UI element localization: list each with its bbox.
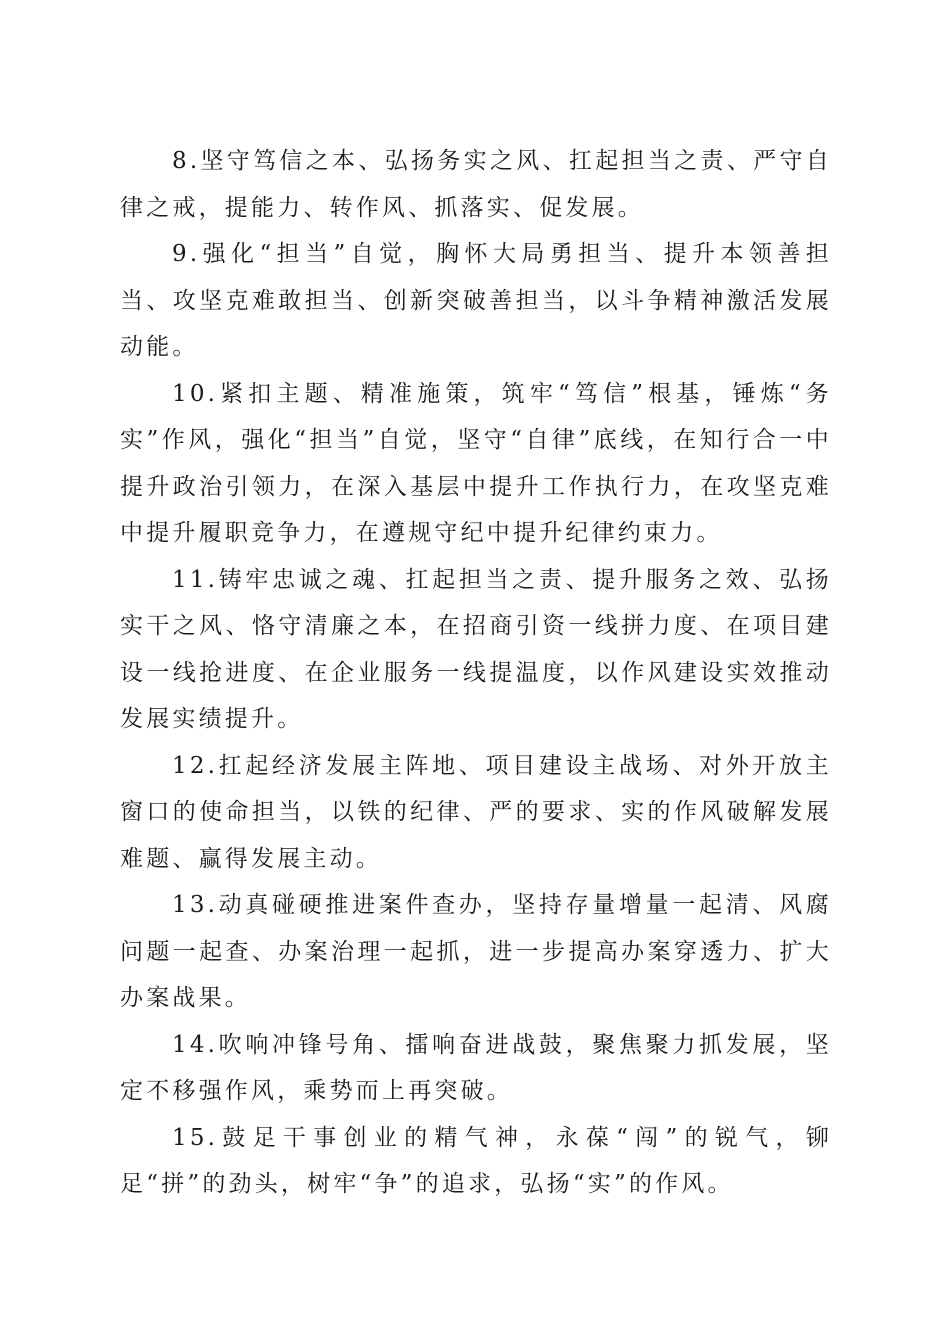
document-body	[120, 138, 832, 1208]
paragraph-9: 9.强化“担当”自觉，胸怀大局勇担当、提升本领善担当、攻坚克难敢担当、创新突破善担当，以斗争精神激活发展动能。	[120, 241, 832, 360]
paragraph-8: 8.坚守笃信之本、弘扬务实之风、扛起担当之责、严守自律之戒，提能力、转作风、抓落实、促发展。	[120, 148, 832, 221]
paragraph-13: 13.动真碰硬推进案件查办，坚持存量增量一起清、风腐问题一起查、办案治理一起抓，进一步提高办案穿透力、扩大办案战果。	[120, 892, 832, 1011]
paragraph-14: 14.吹响冲锋号角、擂响奋进战鼓，聚焦聚力抓发展，坚定不移强作风，乘势而上再突破。	[120, 1031, 832, 1104]
paragraph-11: 11.铸牢忠诚之魂、扛起担当之责、提升服务之效、弘扬实干之风、恪守清廉之本，在招商引资一线拼力度、在项目建设一线抢进度、在企业服务一线提温度，以作风建设实效推动发展实绩提升。	[120, 566, 832, 732]
paragraph-10: 10.紧扣主题、精准施策，筑牢“笃信”根基，锤炼“务实”作风，强化“担当”自觉，坚守“自律”底线，在知行合一中提升政治引领力，在深入基层中提升工作执行力，在攻坚克难中提升履职竞争力，在遵规守纪中提升纪律约束力。	[120, 380, 832, 546]
paragraph-15: 15.鼓足干事创业的精气神，永葆“闯”的锐气，铆足“拼”的劲头，树牢“争”的追求，弘扬“实”的作风。	[120, 1124, 832, 1197]
paragraph-12: 12.扛起经济发展主阵地、项目建设主战场、对外开放主窗口的使命担当，以铁的纪律、严的要求、实的作风破解发展难题、赢得发展主动。	[120, 752, 832, 872]
